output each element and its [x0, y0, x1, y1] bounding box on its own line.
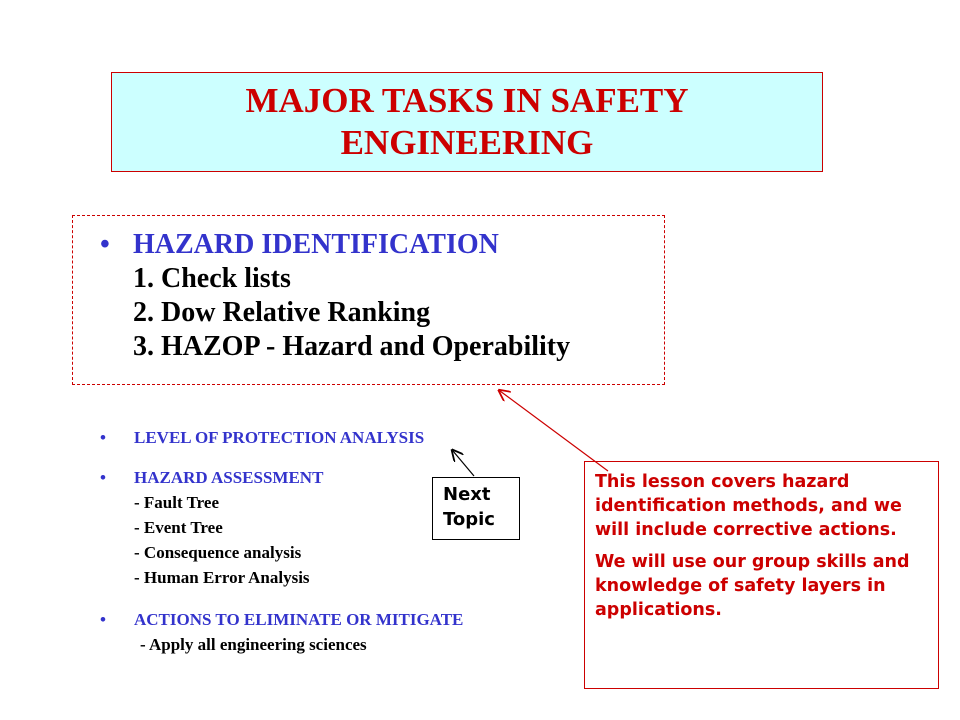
next-topic-line-1: Next [443, 484, 491, 505]
bullet-dot: • [100, 610, 106, 629]
sub-item: - Consequence analysis [134, 543, 302, 562]
sub-item: - Event Tree [134, 518, 223, 537]
bullet-dot: • [100, 229, 110, 260]
note-paragraph-2: We will use our group skills and knowledge of safety layers in applications. [595, 552, 910, 620]
sub-item: - Apply all engineering sciences [140, 635, 367, 654]
hazard-heading: HAZARD IDENTIFICATION [133, 229, 499, 260]
bullet-dot: • [100, 468, 106, 487]
hazard-item: 2. Dow Relative Ranking [133, 297, 431, 328]
sub-item: - Fault Tree [134, 493, 219, 512]
hazard-item: 1. Check lists [133, 263, 291, 294]
sub-item: - Human Error Analysis [134, 568, 310, 587]
title-line-1: MAJOR TASKS IN SAFETY [245, 81, 689, 120]
bullet-heading: ACTIONS TO ELIMINATE OR MITIGATE [134, 610, 464, 629]
title-line-2: ENGINEERING [340, 123, 594, 162]
hazard-item: 3. HAZOP - Hazard and Operability [133, 331, 571, 362]
note-arrow [500, 391, 608, 471]
next-topic-arrow [453, 451, 474, 476]
next-topic-line-2: Topic [443, 509, 495, 530]
bullet-dot: • [100, 428, 106, 447]
note-paragraph-1: This lesson covers hazard identification methods, and we will include corrective actions. [595, 472, 902, 540]
bullet-heading: HAZARD ASSESSMENT [134, 468, 324, 487]
bullet-heading: LEVEL OF PROTECTION ANALYSIS [134, 428, 425, 447]
